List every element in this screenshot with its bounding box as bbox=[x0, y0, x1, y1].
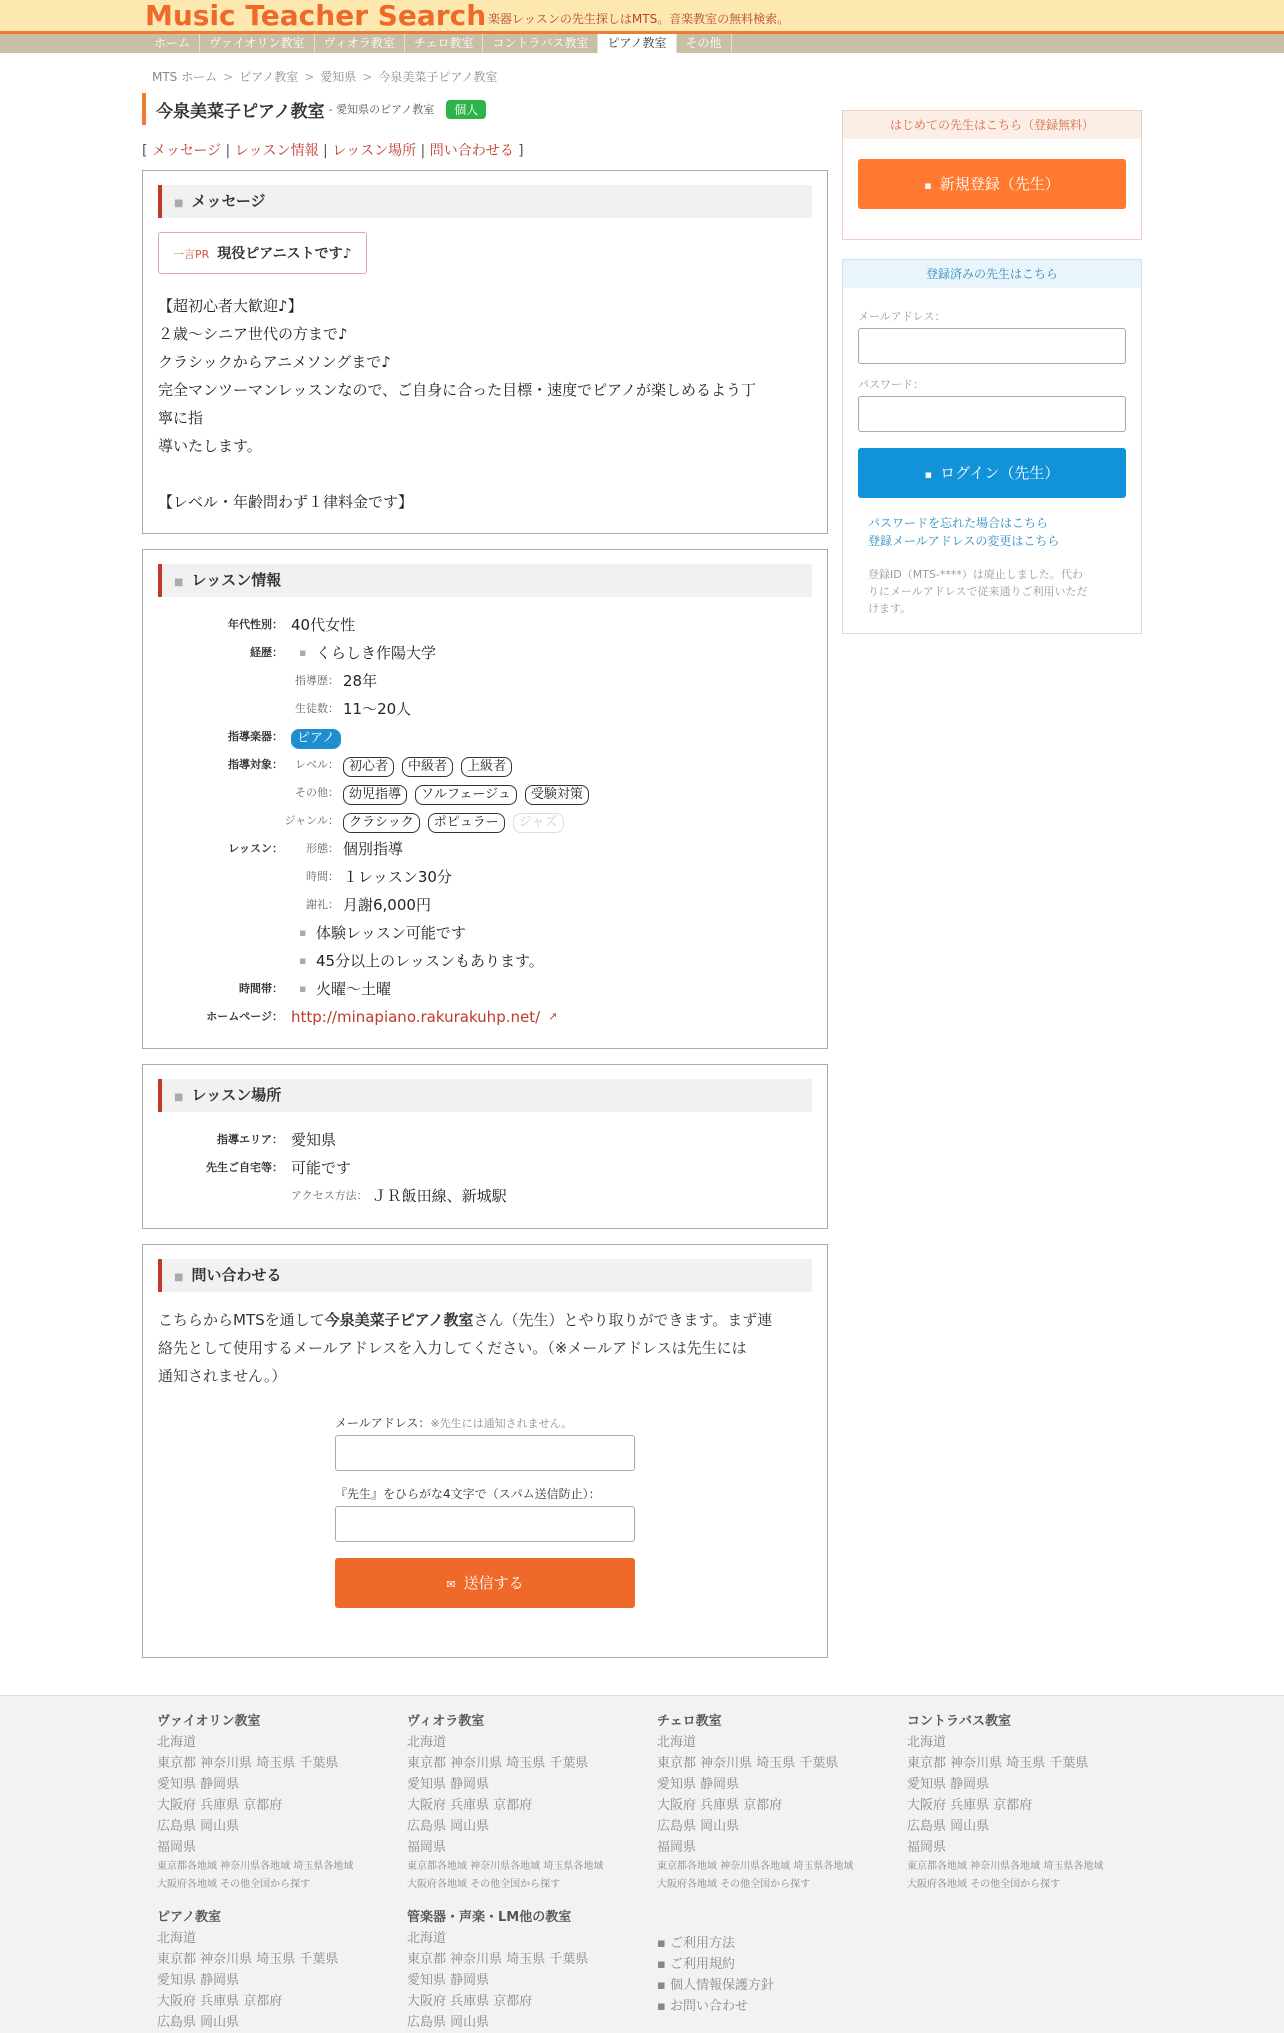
site-footer bbox=[0, 1695, 1284, 2033]
footer-links bbox=[657, 1933, 774, 2017]
send-button[interactable] bbox=[335, 1558, 635, 1608]
contact-text-post: さん（先生）とやり取りができます。まず連 bbox=[473, 1311, 773, 1329]
contact-text bbox=[158, 1306, 812, 1390]
footer-link[interactable]: 福岡県 bbox=[407, 1840, 447, 1855]
breadcrumb-current: 今泉美菜子ピアノ教室 bbox=[378, 70, 498, 84]
message-line: 寧に指 bbox=[158, 409, 204, 427]
check-icon: ▪ bbox=[299, 646, 307, 659]
genre-label: ジャンル： bbox=[284, 814, 339, 827]
global-nav bbox=[0, 34, 1284, 53]
contact-text-pre: こちらからMTSを通して bbox=[158, 1311, 325, 1329]
email-field-label bbox=[335, 1414, 635, 1431]
footer-col-contrabass bbox=[907, 1712, 1147, 1894]
time-value: １レッスン30分 bbox=[343, 868, 452, 886]
clock-icon: ▪ bbox=[299, 982, 307, 995]
nav-viola[interactable]: ヴィオラ教室 bbox=[315, 34, 405, 53]
home-value: 可能です bbox=[291, 1159, 352, 1177]
footer-link[interactable]: 北海道 bbox=[407, 1735, 447, 1750]
teacher-name: 今泉美菜子ピアノ教室 bbox=[156, 101, 325, 122]
footer-col-title[interactable]: コントラバス教室 bbox=[907, 1714, 1012, 1729]
students-value: 11～20人 bbox=[343, 700, 412, 718]
page-title bbox=[142, 93, 828, 125]
years-label: 指導歴： bbox=[295, 674, 339, 687]
message-heading bbox=[158, 185, 812, 218]
footer-col-cello bbox=[657, 1712, 897, 1894]
message-line: 完全マンツーマンレッスンなので、ご自身に合った目標・速度でピアノが楽しめるよう丁 bbox=[158, 381, 756, 399]
message-line bbox=[158, 460, 812, 488]
external-link-icon: ↗ bbox=[548, 1010, 558, 1023]
footer-col-violin bbox=[157, 1712, 397, 1894]
footer-link[interactable]: 大阪府各地域 その他全国から探す bbox=[157, 1879, 311, 1890]
footer-col-title[interactable]: ヴィオラ教室 bbox=[407, 1714, 485, 1729]
nav-home[interactable]: ホーム bbox=[145, 34, 200, 53]
email-note: ※先生には通知されません。 bbox=[430, 1417, 573, 1430]
footer-link[interactable]: 愛知県 静岡県 bbox=[907, 1777, 990, 1792]
email-field[interactable] bbox=[335, 1435, 635, 1471]
lesson-note: 体験レッスン可能です bbox=[316, 924, 466, 942]
target-label: 指導対象： bbox=[228, 758, 283, 771]
section-anchors: [ メッセージ | レッスン情報 | レッスン場所 | 問い合わせる ] bbox=[142, 143, 524, 159]
lesson-heading bbox=[158, 564, 812, 597]
career-value: くらしき作陽大学 bbox=[316, 644, 437, 662]
login-button[interactable] bbox=[858, 448, 1126, 498]
footer-link-contact[interactable]: ▪ お問い合わせ bbox=[657, 1999, 748, 2014]
check-icon: ▪ bbox=[299, 926, 307, 939]
login-icon: ▪ bbox=[924, 468, 933, 481]
footer-link[interactable]: 広島県 岡山県 bbox=[157, 1819, 240, 1834]
footer-link[interactable]: 北海道 bbox=[157, 1735, 197, 1750]
footer-link[interactable]: 東京都 神奈川県 埼玉県 千葉県 bbox=[907, 1756, 1089, 1771]
contact-panel bbox=[142, 1244, 828, 1658]
genre-tag: ポピュラー bbox=[428, 813, 505, 833]
spam-field-label: 『先生』をひらがな4文字で（スパム送信防止）： bbox=[335, 1487, 601, 1501]
nav-contrabass[interactable]: コントラバス教室 bbox=[483, 34, 598, 53]
login-password-field[interactable] bbox=[858, 396, 1126, 432]
lesson-label: レッスン： bbox=[228, 842, 283, 855]
time-label: 時間： bbox=[306, 870, 339, 883]
hp-label: ホームページ： bbox=[206, 1010, 283, 1023]
message-line: 【レベル・年齢問わず１律料金です】 bbox=[158, 493, 414, 511]
level-label: レベル： bbox=[295, 758, 339, 771]
footer-col-wind bbox=[407, 1908, 647, 2033]
spacer bbox=[158, 919, 291, 947]
login-label: ログイン（先生） bbox=[940, 464, 1060, 482]
contact-icon: ■ bbox=[174, 1272, 184, 1283]
check-icon: ▪ bbox=[299, 954, 307, 967]
footer-link[interactable]: 東京都各地域 神奈川県各地域 埼玉県各地域 bbox=[407, 1861, 604, 1872]
send-label: 送信する bbox=[463, 1574, 524, 1592]
footer-link[interactable]: 広島県 岡山県 bbox=[657, 1819, 740, 1834]
anchor-message[interactable]: メッセージ bbox=[151, 143, 222, 159]
spacer bbox=[158, 947, 291, 975]
age-label: 年代性別： bbox=[228, 618, 283, 631]
email-label-text: メールアドレス： bbox=[335, 1416, 431, 1430]
lesson-panel bbox=[142, 549, 828, 1049]
message-heading-text: メッセージ bbox=[191, 192, 266, 210]
message-line: 【超初心者大歓迎♪】 bbox=[158, 297, 303, 315]
footer-link[interactable]: 大阪府 兵庫県 京都府 bbox=[157, 1798, 283, 1813]
footer-link[interactable]: 愛知県 静岡県 bbox=[407, 1777, 490, 1792]
footer-link-usage[interactable]: ▪ ご利用方法 bbox=[657, 1936, 735, 1951]
other-tag: ソルフェージュ bbox=[415, 785, 517, 805]
fee-value: 月謝6,000円 bbox=[343, 896, 431, 914]
nav-other[interactable]: その他 bbox=[677, 34, 732, 53]
inst-label: 指導楽器： bbox=[228, 730, 283, 743]
footer-link[interactable]: 東京都各地域 神奈川県各地域 埼玉県各地域 bbox=[657, 1861, 854, 1872]
anchor-lesson[interactable]: レッスン情報 bbox=[234, 143, 319, 159]
footer-link[interactable]: 大阪府各地域 その他全国から探す bbox=[657, 1879, 811, 1890]
footer-col-title[interactable]: 管楽器・声楽・LM他の教室 bbox=[407, 1910, 572, 1925]
contact-form bbox=[335, 1414, 635, 1608]
footer-link[interactable]: 大阪府各地域 その他全国から探す bbox=[407, 1879, 561, 1890]
level-tag: 初心者 bbox=[343, 757, 394, 777]
other-tag: 受験対策 bbox=[525, 785, 589, 805]
genre-tag: クラシック bbox=[343, 813, 420, 833]
site-logo[interactable]: Music Teacher Search bbox=[145, 0, 487, 32]
footer-link[interactable]: 愛知県 静岡県 bbox=[157, 1777, 240, 1792]
slot-value: 火曜～土曜 bbox=[316, 980, 392, 998]
footer-link[interactable]: 東京都 神奈川県 埼玉県 千葉県 bbox=[157, 1952, 339, 1967]
footer-link[interactable]: 福岡県 bbox=[657, 1840, 697, 1855]
footer-col-title[interactable]: ヴァイオリン教室 bbox=[157, 1714, 261, 1729]
footer-link[interactable]: 愛知県 静岡県 bbox=[407, 1973, 490, 1988]
level-tag: 上級者 bbox=[461, 757, 512, 777]
area-label: 指導エリア： bbox=[217, 1133, 283, 1146]
anchor-contact[interactable]: 問い合わせる bbox=[429, 143, 514, 159]
change-email-link[interactable]: 登録メールアドレスの変更はこちら bbox=[868, 534, 1060, 548]
instrument-tag: ピアノ bbox=[291, 729, 341, 749]
login-box bbox=[842, 259, 1142, 634]
spacer bbox=[158, 1182, 291, 1210]
pr-text: 現役ピアニストです♪ bbox=[217, 246, 352, 262]
page-subtitle: - 愛知県のピアノ教室 bbox=[328, 103, 435, 116]
place-icon: ■ bbox=[174, 1092, 184, 1103]
breadcrumb-home[interactable]: MTS ホーム bbox=[152, 70, 218, 84]
footer-link[interactable]: 愛知県 静岡県 bbox=[157, 1973, 240, 1988]
form-label: 形態： bbox=[306, 842, 339, 855]
footer-link[interactable]: 福岡県 bbox=[157, 1840, 197, 1855]
register-button[interactable] bbox=[858, 159, 1126, 209]
message-icon: ■ bbox=[174, 198, 184, 209]
footer-link[interactable]: 東京都 神奈川県 埼玉県 千葉県 bbox=[407, 1756, 589, 1771]
footer-link[interactable]: 東京都 神奈川県 埼玉県 千葉県 bbox=[407, 1952, 589, 1967]
footer-link[interactable]: 広島県 岡山県 bbox=[407, 2015, 490, 2030]
footer-link[interactable]: 東京都 神奈川県 埼玉県 千葉県 bbox=[657, 1756, 839, 1771]
lesson-note: 45分以上のレッスンもあります。 bbox=[316, 952, 544, 970]
message-panel bbox=[142, 170, 828, 534]
students-label: 生徒数： bbox=[295, 702, 339, 715]
home-label: 先生ご自宅等： bbox=[206, 1161, 283, 1174]
other-tag: 幼児指導 bbox=[343, 785, 407, 805]
footer-link[interactable]: 大阪府各地域 その他全国から探す bbox=[907, 1879, 1061, 1890]
other-label: その他： bbox=[295, 786, 339, 799]
footer-link[interactable]: 愛知県 静岡県 bbox=[657, 1777, 740, 1792]
footer-link-usage-text: ご利用方法 bbox=[669, 1936, 735, 1951]
message-line: クラシックからアニメソングまで♪ bbox=[158, 353, 391, 371]
footer-link-terms-text: ご利用規約 bbox=[669, 1957, 735, 1972]
footer-col-title[interactable]: チェロ教室 bbox=[657, 1714, 722, 1729]
message-line: ２歳～シニア世代の方まで♪ bbox=[158, 325, 348, 343]
footer-link[interactable]: 大阪府 兵庫県 京都府 bbox=[157, 1994, 283, 2009]
place-heading bbox=[158, 1079, 812, 1112]
footer-col-title[interactable]: ピアノ教室 bbox=[157, 1910, 221, 1925]
pr-box bbox=[158, 232, 367, 274]
lesson-icon: ■ bbox=[174, 577, 184, 588]
login-note-2: りにメールアドレスで従来通りご利用いただ bbox=[868, 585, 1088, 598]
level-tag: 中級者 bbox=[402, 757, 453, 777]
footer-link[interactable]: 広島県 岡山県 bbox=[407, 1819, 490, 1834]
footer-link[interactable]: 北海道 bbox=[657, 1735, 697, 1750]
footer-link[interactable]: 東京都各地域 神奈川県各地域 埼玉県各地域 bbox=[907, 1861, 1104, 1872]
contact-text-name: 今泉美菜子ピアノ教室 bbox=[324, 1311, 474, 1329]
new-teacher-box bbox=[842, 110, 1142, 240]
spam-check-field[interactable] bbox=[335, 1506, 635, 1542]
form-value: 個別指導 bbox=[343, 840, 404, 858]
footer-link[interactable]: 東京都各地域 神奈川県各地域 埼玉県各地域 bbox=[157, 1861, 354, 1872]
footer-link[interactable]: 福岡県 bbox=[907, 1840, 947, 1855]
footer-link-privacy-text: 個人情報保護方針 bbox=[669, 1978, 774, 1993]
access-label: アクセス方法： bbox=[291, 1189, 368, 1202]
footer-link[interactable]: 大阪府 兵庫県 京都府 bbox=[407, 1798, 533, 1813]
footer-link[interactable]: 広島県 岡山県 bbox=[157, 2015, 240, 2030]
site-tagline: 楽器レッスンの先生探しはMTS。音楽教室の無料検索。 bbox=[488, 12, 790, 26]
contact-text-3: 通知されません。） bbox=[158, 1367, 287, 1385]
send-icon: ✉ bbox=[446, 1578, 456, 1591]
fee-label: 謝礼： bbox=[306, 898, 339, 911]
anchor-place[interactable]: レッスン場所 bbox=[332, 143, 417, 159]
register-icon: ▪ bbox=[924, 179, 932, 192]
career-label: 経歴： bbox=[250, 646, 283, 659]
footer-link-contact-text: お問い合わせ bbox=[669, 1999, 748, 2014]
footer-link-privacy[interactable]: ▪ 個人情報保護方針 bbox=[657, 1978, 774, 1993]
status-badge: 個人 bbox=[446, 100, 486, 119]
login-email-label: メールアドレス： bbox=[858, 310, 946, 323]
register-label: 新規登録（先生） bbox=[939, 175, 1060, 193]
login-pass-label: パスワード： bbox=[858, 378, 924, 391]
area-value: 愛知県 bbox=[291, 1131, 337, 1149]
contact-heading-text: 問い合わせる bbox=[191, 1266, 282, 1284]
nav-piano[interactable]: ピアノ教室 bbox=[598, 34, 676, 53]
login-note-1: 登録ID（MTS-****）は廃止しました。代わ bbox=[868, 568, 1083, 581]
place-heading-text: レッスン場所 bbox=[191, 1086, 282, 1104]
forgot-password-link[interactable]: パスワードを忘れた場合はこちら bbox=[868, 516, 1049, 530]
login-heading: 登録済みの先生はこちら bbox=[843, 260, 1141, 288]
access-value: ＪＲ飯田線、新城駅 bbox=[371, 1187, 507, 1205]
lesson-heading-text: レッスン情報 bbox=[191, 571, 282, 589]
footer-link[interactable]: 北海道 bbox=[907, 1735, 947, 1750]
nav-cello[interactable]: チェロ教室 bbox=[405, 34, 484, 53]
contact-text-2: 絡先として使用するメールアドレスを入力してください。（※メールアドレスは先生には bbox=[158, 1339, 747, 1357]
breadcrumb: MTS ホーム > ピアノ教室 > 愛知県 > 今泉美菜子ピアノ教室 bbox=[152, 70, 498, 84]
footer-col-viola bbox=[407, 1712, 647, 1894]
footer-link-terms[interactable]: ▪ ご利用規約 bbox=[657, 1957, 735, 1972]
footer-link[interactable]: 大阪府 兵庫県 京都府 bbox=[407, 1994, 533, 2009]
footer-link[interactable]: 大阪府 兵庫県 京都府 bbox=[657, 1798, 783, 1813]
footer-link[interactable]: 北海道 bbox=[407, 1931, 447, 1946]
login-note bbox=[868, 566, 1116, 617]
genre-tag: ジャズ bbox=[513, 813, 564, 833]
new-teacher-heading: はじめての先生はこちら（登録無料） bbox=[843, 111, 1141, 139]
footer-link[interactable]: 北海道 bbox=[157, 1931, 197, 1946]
site-header bbox=[0, 0, 1284, 34]
login-note-3: けます。 bbox=[868, 602, 912, 615]
breadcrumb-pref[interactable]: 愛知県 bbox=[320, 70, 357, 84]
message-line: 導いたします。 bbox=[158, 437, 262, 455]
footer-link[interactable]: 広島県 岡山県 bbox=[907, 1819, 990, 1834]
age-value: 40代女性 bbox=[291, 616, 356, 634]
login-email-field[interactable] bbox=[858, 328, 1126, 364]
pr-label: 一言PR bbox=[173, 248, 210, 261]
footer-link[interactable]: 東京都 神奈川県 埼玉県 千葉県 bbox=[157, 1756, 339, 1771]
footer-col-piano bbox=[157, 1908, 397, 2033]
place-panel bbox=[142, 1064, 828, 1229]
message-body bbox=[158, 292, 812, 516]
footer-link[interactable]: 大阪府 兵庫県 京都府 bbox=[907, 1798, 1033, 1813]
homepage-link[interactable]: http://minapiano.rakurakuhp.net/ bbox=[291, 1008, 541, 1026]
years-value: 28年 bbox=[343, 672, 378, 690]
contact-heading bbox=[158, 1259, 812, 1292]
slot-label: 時間帯： bbox=[239, 982, 283, 995]
breadcrumb-piano[interactable]: ピアノ教室 bbox=[239, 70, 299, 84]
nav-violin[interactable]: ヴァイオリン教室 bbox=[200, 34, 315, 53]
